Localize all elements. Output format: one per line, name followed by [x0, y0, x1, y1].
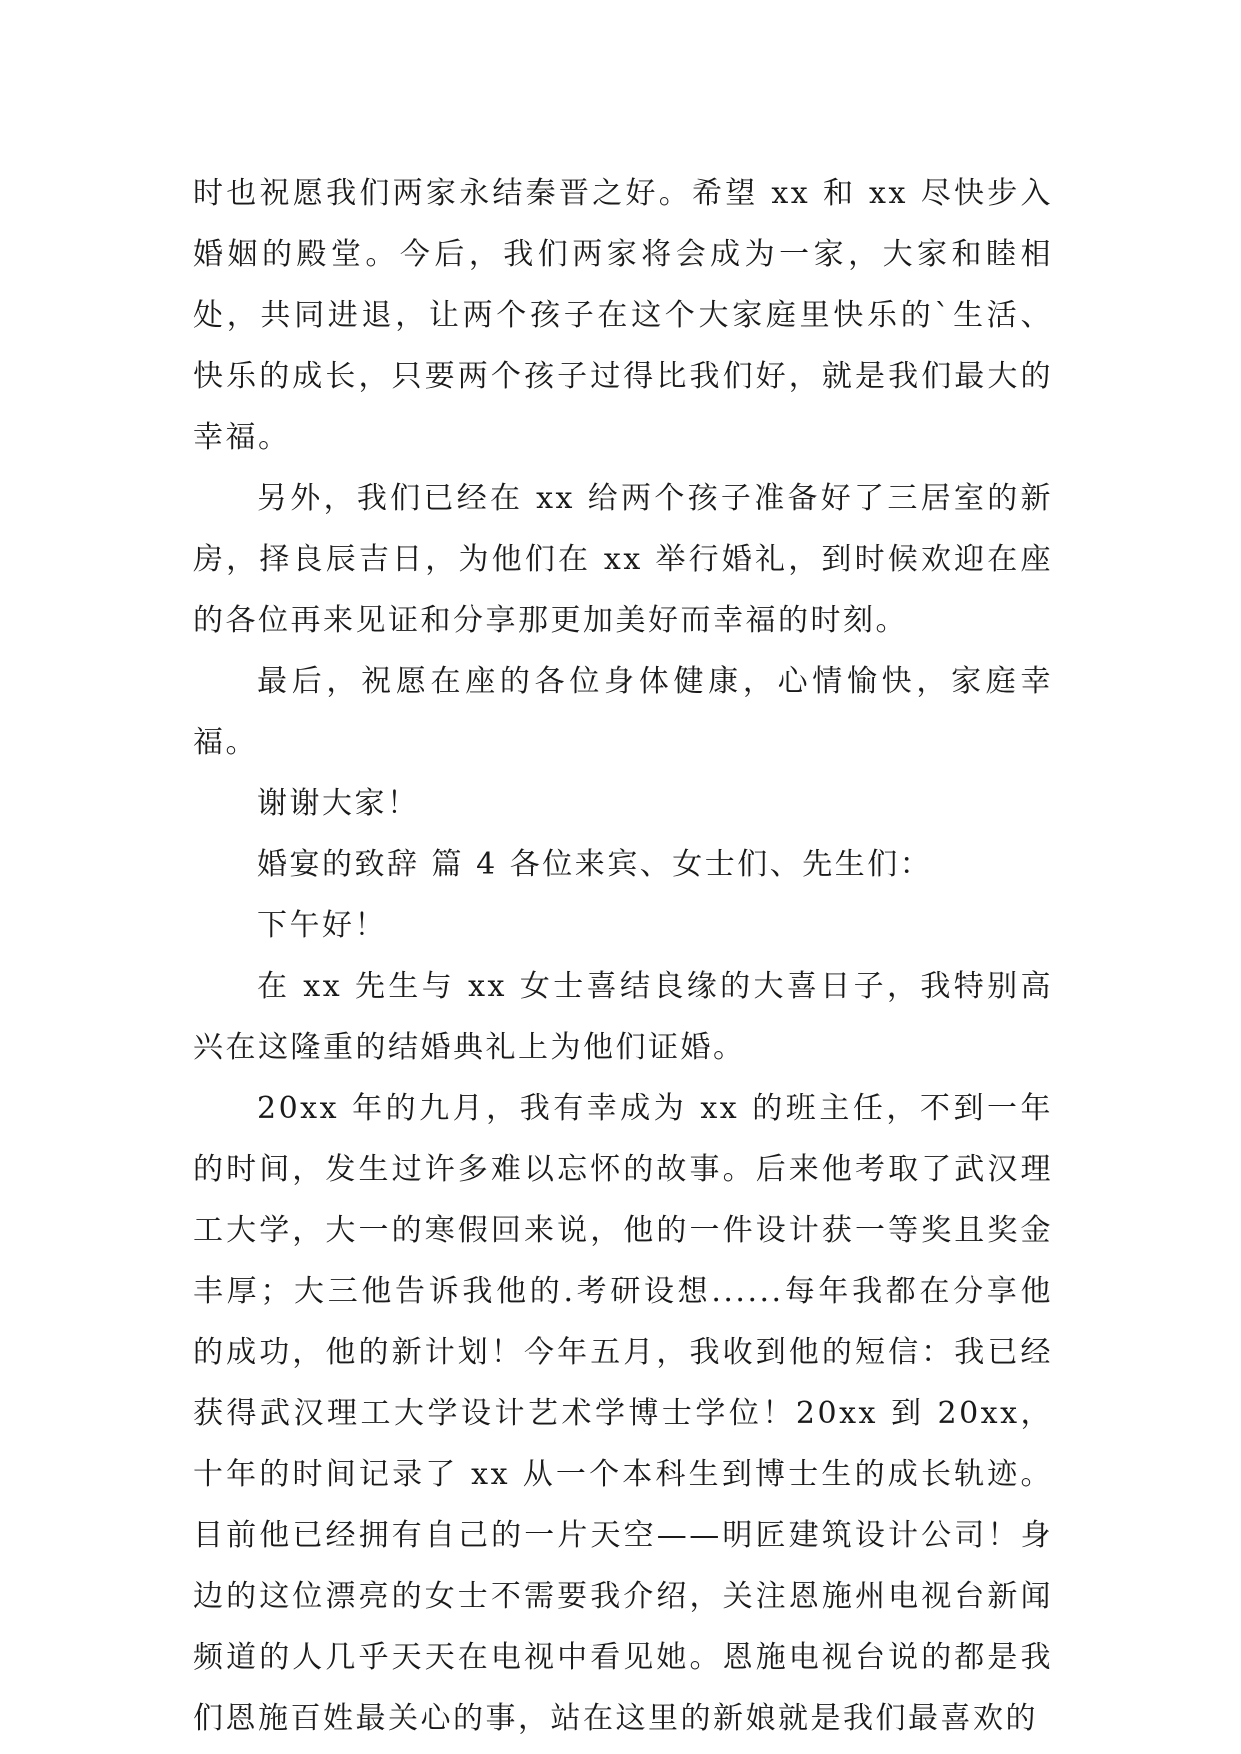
paragraph-closing-wish: 最后，祝愿在座的各位身体健康，心情愉快，家庭幸福。	[193, 664, 1053, 760]
paragraph-thanks: 谢谢大家！	[257, 786, 420, 821]
paragraph-groom-story: 20xx 年的九月，我有幸成为 xx 的班主任，不到一年的时间，发生过许多难以忘怀的故事。后来他考取了武汉理工大学，大一的寒假回来说，他的一件设计获一等奖且奖金丰厚；大三他告诉我他的.考研设想......每年我都在分享他的成功，他的新计划！今年五月，我收到他的短信：我已经获得武汉理工大学设计艺术学博士学位！20xx 到 20xx，十年的时间记录了 xx 从一个本科生到博士生的成长轨迹。目前他已经拥有自己的一片天空——明匠建筑设计公司！身边的这位漂亮的女士不需要我介绍，关注恩施州电视台新闻频道的人几乎天天在电视中看见她。恩施电视台说的都是我们恩施百姓最关心的事，站在这里的新娘就是我们最喜欢的	[193, 1091, 1053, 1736]
document-body	[193, 163, 1053, 1749]
paragraph-section-heading: 婚宴的致辞 篇 4 各位来宾、女士们、先生们：	[257, 847, 933, 882]
paragraph-new-house: 另外，我们已经在 xx 给两个孩子准备好了三居室的新房，择良辰吉日，为他们在 xx 举行婚礼，到时候欢迎在座的各位再来见证和分享那更加美好而幸福的时刻。	[193, 481, 1053, 638]
paragraph-greeting: 下午好！	[257, 908, 387, 943]
paragraph-officiant-intro: 在 xx 先生与 xx 女士喜结良缘的大喜日子，我特别高兴在这隆重的结婚典礼上为他们证婚。	[193, 969, 1053, 1065]
paragraph-wedding-wish: 时也祝愿我们两家永结秦晋之好。希望 xx 和 xx 尽快步入婚姻的殿堂。今后，我们两家将会成为一家，大家和睦相处，共同进退，让两个孩子在这个大家庭里快乐的`生活、快乐的成长，只要两个孩子过得比我们好，就是我们最大的幸福。	[193, 176, 1053, 455]
